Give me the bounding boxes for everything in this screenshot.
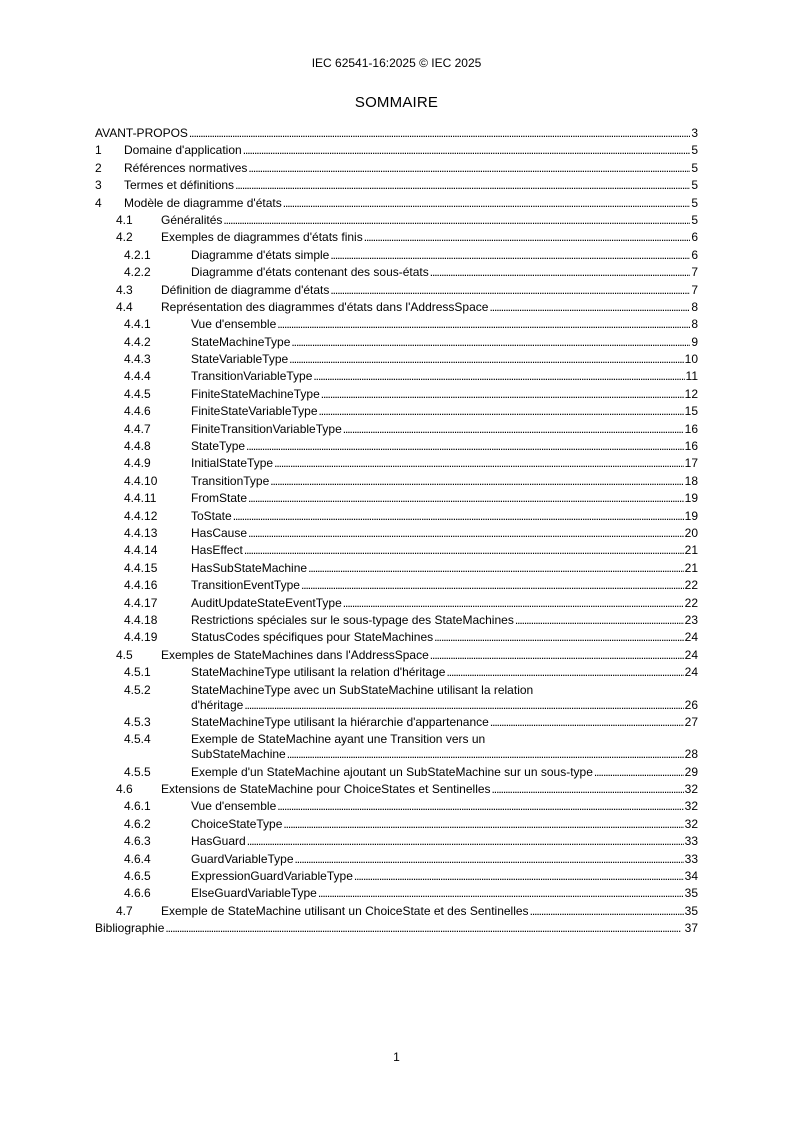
toc-entry[interactable] <box>95 265 698 280</box>
toc-entry[interactable] <box>95 352 698 367</box>
toc-entry-page: 6 <box>691 247 698 262</box>
dot-leader <box>330 248 690 263</box>
toc-entry-title: Représentation des diagrammes d'états dans l'AddressSpace <box>161 299 489 314</box>
toc-entry-page: 6 <box>691 230 698 245</box>
dot-leader <box>223 213 690 228</box>
toc-entry[interactable] <box>95 765 698 780</box>
dot-leader <box>246 439 684 454</box>
dot-leader <box>343 596 684 611</box>
toc-entry-page: 26 <box>684 697 698 712</box>
toc-entry-page: 16 <box>684 439 698 454</box>
toc-entry-number: 1 <box>95 143 102 158</box>
toc-entry[interactable] <box>95 335 698 350</box>
toc-entry-page: 32 <box>684 799 698 814</box>
toc-entry[interactable] <box>95 596 698 611</box>
dot-leader <box>283 817 683 832</box>
toc-entry[interactable] <box>95 852 698 867</box>
toc-entry-page: 7 <box>691 265 698 280</box>
toc-entry-number: 4.4.11 <box>124 491 157 506</box>
toc-entry-title: AuditUpdateStateEventType <box>191 595 342 610</box>
toc-entry-title: AVANT-PROPOS <box>95 126 188 140</box>
toc-entry-number: 4.4.9 <box>124 456 151 471</box>
toc-entry-number: 4.6.3 <box>124 834 151 849</box>
toc-entry-page: 24 <box>684 665 698 680</box>
toc-entry-number: 4.4.15 <box>124 560 158 575</box>
toc-entry-title: StatusCodes spécifiques pour StateMachines <box>191 630 434 645</box>
dot-leader <box>594 765 684 780</box>
toc-entry-number: 4.6.1 <box>124 799 151 814</box>
toc-entry-number: 4.4.8 <box>124 439 151 454</box>
toc-entry-title: Exemple de StateMachine utilisant un ChoiceState et des Sentinelles <box>161 903 529 918</box>
table-of-contents <box>95 126 698 939</box>
page-number: 1 <box>393 1050 400 1064</box>
dot-leader <box>248 161 690 176</box>
toc-entry[interactable] <box>95 799 698 814</box>
toc-entry-title: FiniteTransitionVariableType <box>191 421 342 436</box>
toc-entry-page: 12 <box>684 386 698 401</box>
toc-entry-page: 29 <box>684 764 698 779</box>
toc-entry-title: Exemple de StateMachine ayant une Transition vers un <box>191 732 486 747</box>
toc-entry[interactable] <box>95 317 698 332</box>
toc-entry[interactable] <box>95 474 698 489</box>
toc-entry-page: 22 <box>684 595 698 610</box>
toc-entry[interactable] <box>95 665 698 680</box>
toc-entry[interactable] <box>95 143 698 158</box>
toc-entry-number: 4.5.1 <box>124 665 151 680</box>
toc-entry[interactable] <box>95 630 698 645</box>
toc-entry-page: 5 <box>691 178 698 193</box>
toc-entry-title: HasCause <box>191 525 248 540</box>
toc-entry-number: 4.4.5 <box>124 386 151 401</box>
dot-leader <box>277 317 690 332</box>
toc-entry-title: Termes et définitions <box>124 178 235 193</box>
toc-entry-number: 4.4.7 <box>124 421 151 436</box>
toc-entry-title: ExpressionGuardVariableType <box>191 869 353 884</box>
dot-leader <box>235 178 690 193</box>
dot-leader <box>515 613 684 628</box>
toc-entry-number: 4.2.1 <box>124 247 151 262</box>
toc-entry-page: 21 <box>684 543 698 558</box>
dot-leader <box>490 715 684 730</box>
toc-entry[interactable] <box>95 491 698 506</box>
dot-leader <box>430 648 684 663</box>
toc-entry-title: HasEffect <box>191 543 243 558</box>
toc-entry[interactable] <box>95 369 698 384</box>
dot-leader <box>330 283 690 298</box>
toc-entry-title: Vue d'ensemble <box>191 799 277 814</box>
toc-entry[interactable] <box>95 283 698 298</box>
toc-entry-number: 4.4.17 <box>124 595 158 610</box>
toc-entry[interactable] <box>95 613 698 628</box>
toc-entry-page: 17 <box>684 456 698 471</box>
toc-entry[interactable] <box>95 782 698 797</box>
dot-leader <box>274 456 684 471</box>
page-title: SOMMAIRE <box>354 94 439 111</box>
toc-entry-number: 4.4.4 <box>124 369 151 384</box>
dot-leader <box>289 352 683 367</box>
toc-entry[interactable] <box>95 715 698 730</box>
toc-entry[interactable] <box>95 543 698 558</box>
dot-leader <box>301 578 684 593</box>
toc-entry-number: 4.4.2 <box>124 334 151 349</box>
toc-entry-page: 11 <box>685 369 698 384</box>
dot-leader <box>343 422 684 437</box>
toc-entry-title: InitialStateType <box>191 456 274 471</box>
dot-leader <box>434 630 684 645</box>
toc-entry[interactable] <box>95 886 698 901</box>
dot-leader <box>313 369 684 384</box>
toc-entry-number: 4.4.6 <box>124 404 151 419</box>
toc-entry-page: 8 <box>691 299 698 314</box>
dot-leader <box>318 886 684 901</box>
toc-entry-title: Domaine d'application <box>124 143 242 158</box>
toc-entry[interactable] <box>95 817 698 832</box>
dot-leader <box>489 300 690 315</box>
toc-entry-number: 4.3 <box>116 282 133 297</box>
toc-entry[interactable] <box>95 161 698 176</box>
toc-entry-page: 32 <box>684 816 698 831</box>
toc-entry-title: Exemples de StateMachines dans l'AddressSpace <box>161 647 429 662</box>
toc-entry-page: 19 <box>684 508 698 523</box>
toc-entry-title: HasSubStateMachine <box>191 560 308 575</box>
toc-entry-title: Restrictions spéciales sur le sous-typage des StateMachines <box>191 612 514 627</box>
dot-leader <box>247 834 684 849</box>
toc-entry-page: 5 <box>691 195 698 210</box>
toc-entry-number: 4.4.18 <box>124 612 158 627</box>
dot-leader <box>277 799 683 814</box>
toc-entry-page: 32 <box>684 782 698 797</box>
dot-leader <box>321 387 684 402</box>
toc-entry-title: StateType <box>191 439 246 454</box>
toc-entry-number: 4.5 <box>116 647 133 662</box>
toc-entry-page: 22 <box>684 578 698 593</box>
toc-entry-number: 3 <box>95 178 102 193</box>
dot-leader <box>283 196 691 211</box>
toc-entry-page: 5 <box>691 143 698 158</box>
toc-entry-title: Références normatives <box>124 160 248 175</box>
toc-entry-title: Bibliographie <box>95 921 165 936</box>
toc-entry[interactable] <box>95 526 698 541</box>
dot-leader <box>492 782 684 797</box>
toc-entry-title-continued: SubStateMachine <box>191 747 286 762</box>
toc-entry-page: 8 <box>691 317 698 332</box>
toc-entry[interactable] <box>95 921 698 936</box>
toc-entry[interactable] <box>95 422 698 437</box>
toc-entry-page: 23 <box>684 612 698 627</box>
toc-entry-page: 5 <box>691 160 698 175</box>
dot-leader <box>295 852 684 867</box>
toc-entry[interactable] <box>95 456 698 471</box>
toc-entry-number: 4.4.13 <box>124 525 158 540</box>
dot-leader <box>287 747 684 762</box>
toc-entry-number: 4.4 <box>116 299 133 314</box>
toc-entry-title: ToState <box>191 508 232 523</box>
dot-leader <box>270 474 683 489</box>
dot-leader <box>244 698 683 713</box>
toc-entry-number: 4.4.1 <box>124 317 151 332</box>
toc-entry-page: 33 <box>684 834 698 849</box>
toc-entry-number: 4.4.10 <box>124 473 158 488</box>
toc-entry-title: Vue d'ensemble <box>191 317 277 332</box>
toc-entry[interactable] <box>95 196 698 211</box>
toc-entry-number: 4.4.12 <box>124 508 158 523</box>
toc-entry-page: 3 <box>691 126 698 140</box>
toc-entry[interactable] <box>95 300 698 315</box>
toc-entry-number: 4 <box>95 195 102 210</box>
toc-entry[interactable] <box>95 509 698 524</box>
dot-leader <box>291 335 690 350</box>
dot-leader <box>319 404 684 419</box>
dot-leader <box>189 126 690 141</box>
toc-entry-title: Définition de diagramme d'états <box>161 282 330 297</box>
dot-leader <box>243 143 691 158</box>
toc-entry[interactable] <box>95 230 698 245</box>
toc-entry-number: 4.4.19 <box>124 630 158 645</box>
toc-entry[interactable] <box>95 648 698 663</box>
toc-entry-title: Exemples de diagrammes d'états finis <box>161 230 363 245</box>
dot-leader <box>248 526 684 541</box>
toc-entry-page: 37 <box>684 921 698 936</box>
toc-entry-page: 35 <box>684 886 698 901</box>
toc-entry-title: ElseGuardVariableType <box>191 886 317 901</box>
toc-entry-title: ChoiceStateType <box>191 816 283 831</box>
toc-entry-page: 5 <box>691 212 698 227</box>
toc-entry-page: 19 <box>684 491 698 506</box>
dot-leader <box>354 869 684 884</box>
toc-entry-page: 10 <box>684 352 698 367</box>
dot-leader <box>165 921 683 936</box>
toc-entry-number: 4.6 <box>116 782 133 797</box>
toc-entry-number: 4.7 <box>116 903 133 918</box>
toc-entry-page: 20 <box>684 525 698 540</box>
toc-entry-number: 4.6.6 <box>124 886 151 901</box>
toc-entry-number: 4.2.2 <box>124 265 151 280</box>
toc-entry-page: 7 <box>691 282 698 297</box>
toc-entry[interactable] <box>95 213 698 228</box>
toc-entry-page: 24 <box>684 647 698 662</box>
toc-entry-page: 9 <box>691 334 698 349</box>
toc-entry-number: 4.6.5 <box>124 869 151 884</box>
toc-entry-number: 4.4.3 <box>124 352 151 367</box>
toc-entry-page: 21 <box>684 560 698 575</box>
toc-entry[interactable] <box>95 869 698 884</box>
toc-entry-title: TransitionType <box>191 473 270 488</box>
toc-entry-title: StateMachineType avec un SubStateMachine utilisant la relation <box>191 682 534 697</box>
toc-entry-title-continued: d'héritage <box>191 697 244 712</box>
toc-entry-title: StateMachineType utilisant la relation d'héritage <box>191 665 446 680</box>
toc-entry-number: 4.4.14 <box>124 543 158 558</box>
toc-entry-page: 27 <box>684 714 698 729</box>
toc-entry-title: Modèle de diagramme d'états <box>124 195 282 210</box>
toc-entry-title: TransitionEventType <box>191 578 300 593</box>
toc-entry-title: FiniteStateVariableType <box>191 404 318 419</box>
toc-entry-page: 34 <box>684 869 698 884</box>
toc-entry-number: 4.5.4 <box>124 732 151 747</box>
toc-entry-title: Diagramme d'états simple <box>191 247 330 262</box>
toc-entry[interactable] <box>95 404 698 419</box>
toc-entry-number: 4.5.2 <box>124 682 151 697</box>
document-header: IEC 62541-16:2025 © IEC 2025 <box>311 56 482 70</box>
toc-entry-page: 18 <box>684 473 698 488</box>
dot-leader <box>364 230 691 245</box>
toc-entry[interactable] <box>95 578 698 593</box>
toc-entry[interactable] <box>95 126 698 141</box>
toc-entry-number: 4.6.4 <box>124 851 151 866</box>
toc-entry-number: 4.6.2 <box>124 816 151 831</box>
toc-entry-title: Diagramme d'états contenant des sous-états <box>191 265 429 280</box>
toc-entry-number: 2 <box>95 160 102 175</box>
dot-leader <box>233 509 684 524</box>
toc-entry[interactable] <box>95 834 698 849</box>
toc-entry-page: 15 <box>684 404 698 419</box>
toc-entry-number: 4.4.16 <box>124 578 158 593</box>
toc-entry[interactable] <box>95 904 698 919</box>
toc-entry-number: 4.2 <box>116 230 133 245</box>
toc-entry[interactable] <box>95 561 698 576</box>
toc-entry-number: 4.5.3 <box>124 714 151 729</box>
toc-entry-title: StateMachineType utilisant la hiérarchie d'appartenance <box>191 714 489 729</box>
dot-leader <box>244 543 684 558</box>
toc-entry-page: 33 <box>684 851 698 866</box>
toc-entry-title: StateMachineType <box>191 334 291 349</box>
toc-entry-title: Généralités <box>161 212 223 227</box>
toc-entry-title: FiniteStateMachineType <box>191 386 320 401</box>
toc-entry-title: TransitionVariableType <box>191 369 313 384</box>
toc-entry[interactable] <box>95 732 698 762</box>
toc-entry-page: 16 <box>684 421 698 436</box>
toc-entry-title: StateVariableType <box>191 352 289 367</box>
toc-entry-title: HasGuard <box>191 834 246 849</box>
toc-entry[interactable] <box>95 683 698 713</box>
toc-entry[interactable] <box>95 439 698 454</box>
dot-leader <box>308 561 684 576</box>
toc-entry-title: Extensions de StateMachine pour ChoiceStates et Sentinelles <box>161 782 491 797</box>
toc-entry-number: 4.1 <box>116 212 133 227</box>
dot-leader <box>530 904 684 919</box>
toc-entry[interactable] <box>95 248 698 263</box>
toc-entry[interactable] <box>95 178 698 193</box>
toc-entry-page: 35 <box>684 903 698 918</box>
toc-entry-title: GuardVariableType <box>191 851 294 866</box>
toc-entry-page: 24 <box>684 630 698 645</box>
toc-entry-title: FromState <box>191 491 248 506</box>
dot-leader <box>430 265 691 280</box>
dot-leader <box>446 665 683 680</box>
dot-leader <box>248 491 684 506</box>
toc-entry[interactable] <box>95 387 698 402</box>
toc-entry-title: Exemple d'un StateMachine ajoutant un SubStateMachine sur un sous-type <box>191 764 593 779</box>
toc-entry-number: 4.5.5 <box>124 764 151 779</box>
toc-entry-page: 28 <box>684 747 698 762</box>
